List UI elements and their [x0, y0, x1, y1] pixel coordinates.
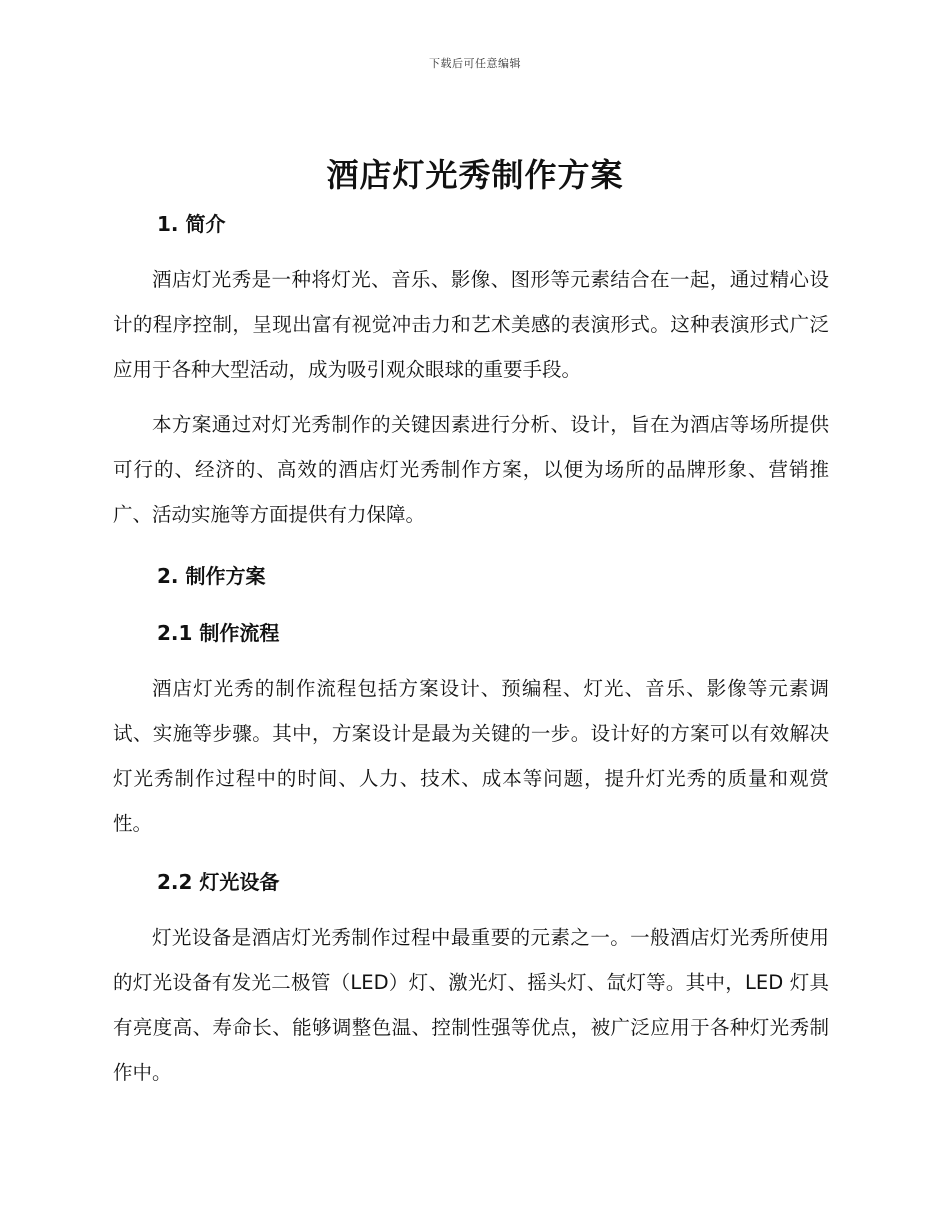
section-heading-intro: 1. 简介	[157, 212, 226, 236]
flow-paragraph: 酒店灯光秀的制作流程包括方案设计、预编程、灯光、音乐、影像等元素调试、实施等步骤。其中，方案设计是最为关键的一步。设计好的方案可以有效解决灯光秀制作过程中的时间、人力、技术、成本等问题，提升灯光秀的质量和观赏性。	[113, 677, 829, 835]
document-title: 酒店灯光秀制作方案	[326, 156, 624, 194]
section-heading-flow: 2.1 制作流程	[157, 621, 280, 645]
header-note: 下载后可任意编辑	[429, 57, 521, 70]
section-heading-equipment: 2.2 灯光设备	[157, 870, 280, 894]
section-heading-plan: 2. 制作方案	[157, 564, 266, 588]
equipment-paragraph: 灯光设备是酒店灯光秀制作过程中最重要的元素之一。一般酒店灯光秀所使用的灯光设备有发光二极管（LED）灯、激光灯、摇头灯、氙灯等。其中，LED 灯具有亮度高、寿命长、能够调整色温、控制性强等优点，被广泛应用于各种灯光秀制作中。	[113, 926, 829, 1084]
intro-paragraph-1: 酒店灯光秀是一种将灯光、音乐、影像、图形等元素结合在一起，通过精心设计的程序控制，呈现出富有视觉冲击力和艺术美感的表演形式。这种表演形式广泛应用于各种大型活动，成为吸引观众眼球的重要手段。	[113, 268, 829, 381]
intro-paragraph-2: 本方案通过对灯光秀制作的关键因素进行分析、设计，旨在为酒店等场所提供可行的、经济的、高效的酒店灯光秀制作方案，以便为场所的品牌形象、营销推广、活动实施等方面提供有力保障。	[113, 413, 829, 526]
